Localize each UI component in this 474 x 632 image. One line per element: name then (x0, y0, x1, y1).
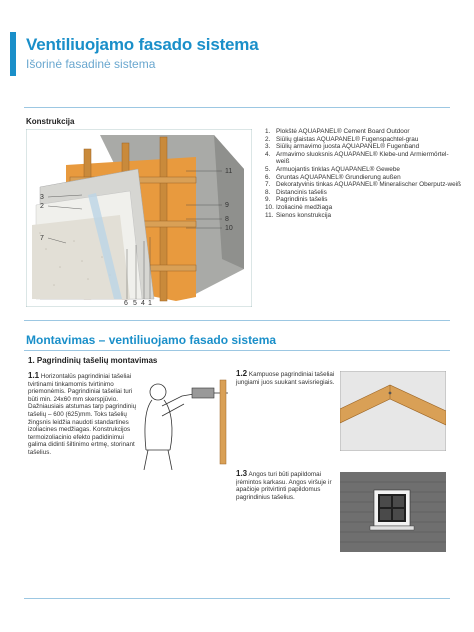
page-title: Ventiliuojamo fasado sistema (26, 35, 259, 54)
worker-drilling-illustration (136, 370, 232, 470)
title-accent-bar (10, 32, 16, 76)
page-subtitle: Išorinė fasadinė sistema (26, 57, 156, 71)
construction-legend (265, 128, 461, 219)
mounting-title: Montavimas – ventiliuojamo fasado sistema (26, 333, 277, 347)
step-text: Kampuose pagrindiniai tašeliai jungiami juos suukant savisriegiais. (236, 371, 335, 386)
step-1-1 (28, 372, 138, 457)
screw-icon (389, 392, 392, 395)
step-heading: 1. Pagrindinių tašelių montavimas (28, 356, 158, 365)
legend-item: 4. Armavimo sluoksnis AQUAPANEL® Klebe-und Armiermörtel-weiß (265, 150, 449, 166)
legend-item: 5. Armuojantis tinklas AQUAPANEL® Gewebe (265, 165, 400, 173)
drill-icon (192, 388, 214, 398)
step-1-3 (236, 470, 336, 501)
corner-battens-illustration (340, 371, 446, 451)
callout-10: 10 (225, 225, 233, 232)
legend-item: 10. Izoliacinė medžiaga (265, 203, 333, 211)
section-divider (24, 320, 450, 321)
legend-item: 2. Siūlių glaistas AQUAPANEL® Fugenspachtel-grau (265, 135, 419, 143)
callout-11: 11 (225, 168, 233, 175)
legend-item: 8. Distancinis tašelis (265, 188, 327, 196)
window-opening-illustration (340, 472, 446, 552)
callout-1: 1 (148, 300, 152, 307)
step-number: 1.1 (28, 371, 40, 380)
legend-item: 7. Dekoratyvinis tinkas AQUAPANEL® Mineralischer Oberputz-weiß (265, 181, 462, 189)
step-text: Angos turi būti papildomai įrėmintos karkasu. Angos viršuje ir apačioje pritvirtinti papildomus pagrindinius tašelius. (236, 471, 332, 501)
callout-3: 3 (40, 194, 44, 201)
legend-item: 11. Sienos konstrukcija (265, 211, 332, 219)
callout-8: 8 (225, 216, 229, 223)
step-number: 1.3 (236, 469, 248, 478)
step-number: 1.2 (236, 369, 248, 378)
footer-divider (24, 598, 450, 599)
mounting-divider (24, 350, 450, 351)
callout-4: 4 (141, 300, 145, 307)
legend-item: 6. Gruntas AQUAPANEL® Grundierung außen (265, 173, 401, 181)
callout-9: 9 (225, 202, 229, 209)
callout-2: 2 (40, 203, 44, 210)
legend-item: 1. Plokštė AQUAPANEL® Cement Board Outdoor (265, 128, 410, 135)
callout-5: 5 (133, 300, 137, 307)
legend-item: 3. Siūlių armavimo juosta AQUAPANEL® Fugenband (265, 143, 420, 151)
construction-label: Konstrukcija (26, 117, 75, 126)
legend-item: 9. Pagrindinis tašelis (265, 196, 328, 204)
step-1-2 (236, 370, 336, 386)
step-text: Horizontalūs pagrindiniai tašeliai tvirtinami tinkamomis tvirtinimo priemonėmis. Pagrindiniai tašeliai turi būti min. 24x60 mm skerspjūvio. Dažniausiais atstumas tarp pagrindinių tašelių – 600 (625)mm. Toks tašelių žingsnis leidžia naudoti standartines izoliacines medžiagas. Konstrukcijos termoizoliacinio efekto padidinimui galima didinti šiltinimo ertmę, storinant tašelius. (28, 373, 137, 456)
callout-6: 6 (124, 300, 128, 307)
section-divider (24, 107, 450, 108)
construction-diagram (26, 129, 252, 307)
callout-7: 7 (40, 235, 44, 242)
